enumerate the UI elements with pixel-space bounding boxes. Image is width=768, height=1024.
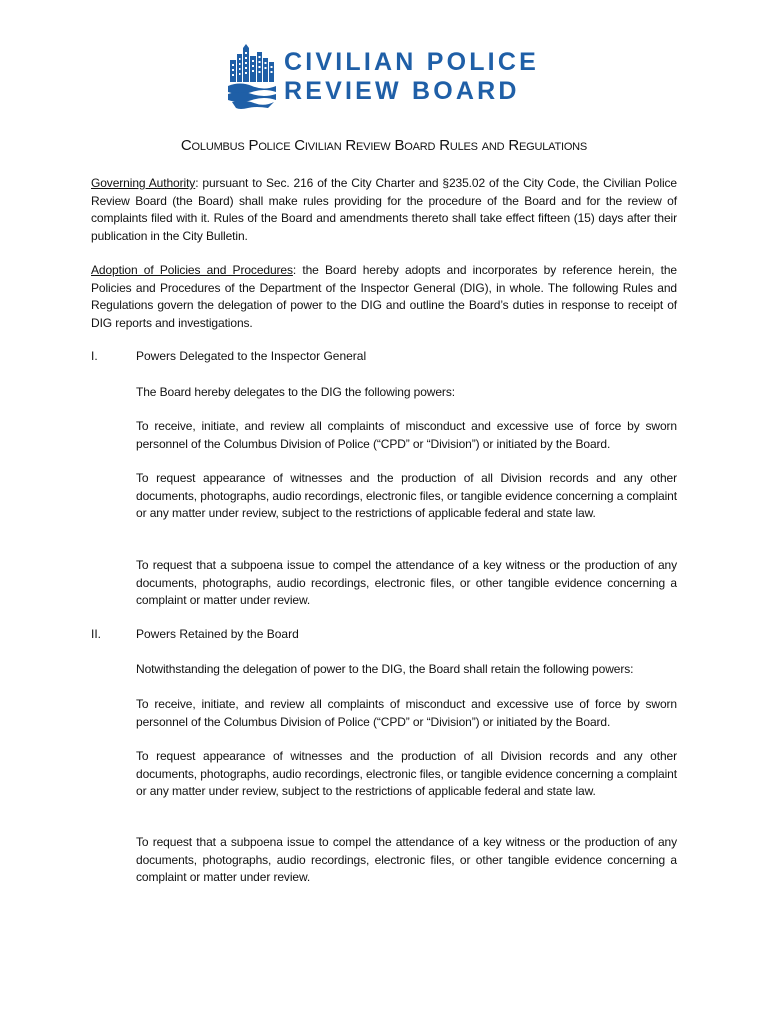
logo-text-line1: CIVILIAN POLICE [284,48,539,76]
adoption-paragraph [91,262,677,332]
section-1-item: To request appearance of witnesses and the production of all Division records and any other documents, photographs, audio recordings, electronic files, or tangible evidence concerning a complaint or any matter under review, subject to the restrictions of applicable federal and state law. [136,471,677,520]
section-1-intro: The Board hereby delegates to the DIG the following powers: [136,385,455,399]
section-1-item: To receive, initiate, and review all complaints of misconduct and excessive use of force by sworn personnel of the Columbus Division of Police (“CPD” or “Division”) or initiated by the Board. [136,419,677,451]
city-skyline-icon [228,44,276,110]
governing-authority-paragraph [91,175,677,245]
section-2-item: To request appearance of witnesses and the production of all Division records and any other documents, photographs, audio recordings, electronic files, or tangible evidence concerning a complaint or any matter under review, subject to the restrictions of applicable federal and state law. [136,749,677,798]
adoption-text: : the Board hereby adopts and incorporates by reference herein, the Policies and Procedures of the Department of the Inspector General (DIG), in whole. The following Rules and Regulations govern the delegation of power to the DIG and outline the Board’s duties in response to receipt of DIG reports and investigations. [91,263,677,330]
logo [228,44,539,110]
section-1-heading: Powers Delegated to the Inspector General [136,349,367,363]
section-1-item: To request that a subpoena issue to compel the attendance of a key witness or the production of any documents, photographs, audio recordings, electronic files, or other tangible evidence concerning a complaint or matter under review. [136,558,677,607]
section-2-number: II. [91,627,102,641]
section-1-number: I. [91,349,98,363]
governing-authority-text: : pursuant to Sec. 216 of the City Charter and §235.02 of the City Code, the Civilian Police Review Board (the Board) shall make rules providing for the procedure of the Board and for the review of complaints filed with it. Rules of the Board and amendments thereto shall take effect fifteen (15) days after their publication in the City Bulletin. [91,176,677,243]
section-2-item: To receive, initiate, and review all complaints of misconduct and excessive use of force by sworn personnel of the Columbus Division of Police (“CPD” or “Division”) or initiated by the Board. [136,697,677,729]
document-title: Columbus Police Civilian Review Board Rules and Regulations [180,137,588,154]
governing-authority-label: Governing Authority [91,176,196,190]
logo-text-line2: REVIEW BOARD [284,77,520,105]
section-2-heading: Powers Retained by the Board [136,627,299,641]
adoption-label: Adoption of Policies and Procedures [91,263,293,277]
section-2-intro: Notwithstanding the delegation of power to the DIG, the Board shall retain the following powers: [136,662,634,676]
section-2-item: To request that a subpoena issue to compel the attendance of a key witness or the production of any documents, photographs, audio recordings, electronic files, or other tangible evidence concerning a complaint or matter under review. [136,835,677,884]
